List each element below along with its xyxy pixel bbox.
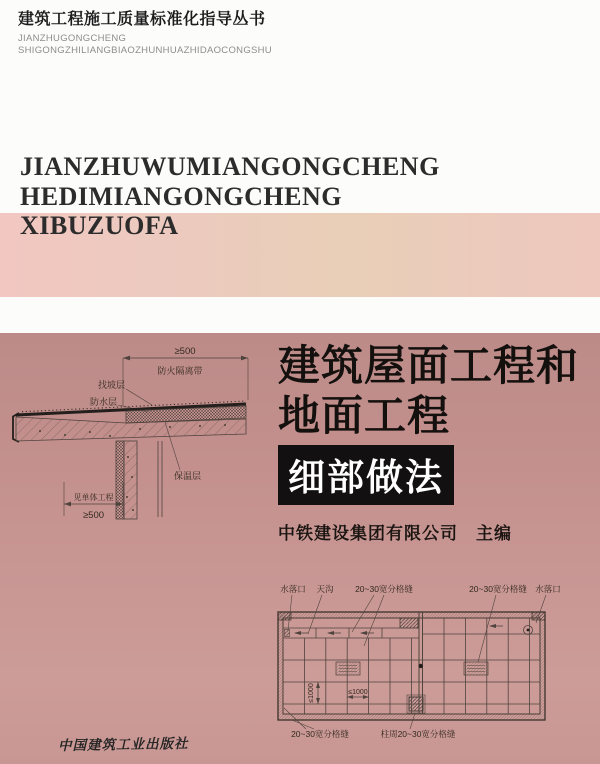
editor-line: 中铁建设集团有限公司 主编 [278, 524, 512, 543]
plan-dim-horizontal: ≤1000 [348, 689, 368, 696]
section-dim-top: ≥500 [174, 346, 196, 357]
series-pinyin-line2: SHIGONGZHILIANGBIAOZHUNHUAZHIDAOCONGSHU [18, 44, 272, 56]
insulation-layer-label: 保温层 [174, 471, 202, 481]
title-pinyin-block [20, 152, 440, 241]
main-title-line2: 地面工程 [278, 392, 451, 439]
column-joint-label: 柱周20~30宽分格缝 [380, 729, 456, 739]
drain-left-label: 水落口 [280, 584, 306, 594]
series-title: 建筑工程施工质量标准化指导丛书 [18, 11, 266, 28]
joint-top-right-label: 20~30宽分格缝 [469, 584, 527, 594]
roof-plan-diagram [248, 576, 598, 750]
main-title-line1: 建筑屋面工程和 [278, 342, 580, 389]
series-header [18, 6, 272, 56]
title-pinyin-line2: HEDIMIANGONGCHENG [20, 181, 342, 211]
joint-top-left-label: 20~30宽分格缝 [355, 584, 413, 594]
gutter-label: 天沟 [316, 584, 334, 594]
slope-layer-label: 找坡层 [98, 380, 126, 390]
publisher-name: 中国建筑工业出版社 [57, 735, 189, 755]
roof-section-diagram [10, 342, 275, 547]
title-pinyin-line1: JIANZHUWUMIANGONGCHENG [20, 152, 440, 181]
plan-dim-vertical: ≤1000 [308, 683, 315, 703]
drain-right-label: 水落口 [535, 584, 561, 594]
fire-band-label: 防火隔离带 [157, 366, 203, 376]
title-pinyin-line3: XIBUZUOFA [20, 211, 179, 240]
joint-bottom-label: 20~30宽分格缝 [291, 729, 349, 739]
main-title-block [278, 341, 596, 544]
waterproof-layer-label: 防水层 [90, 397, 118, 407]
main-title-highlight: 细部做法 [278, 445, 454, 505]
section-dim-bottom: ≥500 [82, 510, 105, 521]
wall-note-label: 见单体工程 [73, 493, 114, 502]
series-pinyin-line1: JIANZHUGONGCHENG [18, 33, 127, 44]
